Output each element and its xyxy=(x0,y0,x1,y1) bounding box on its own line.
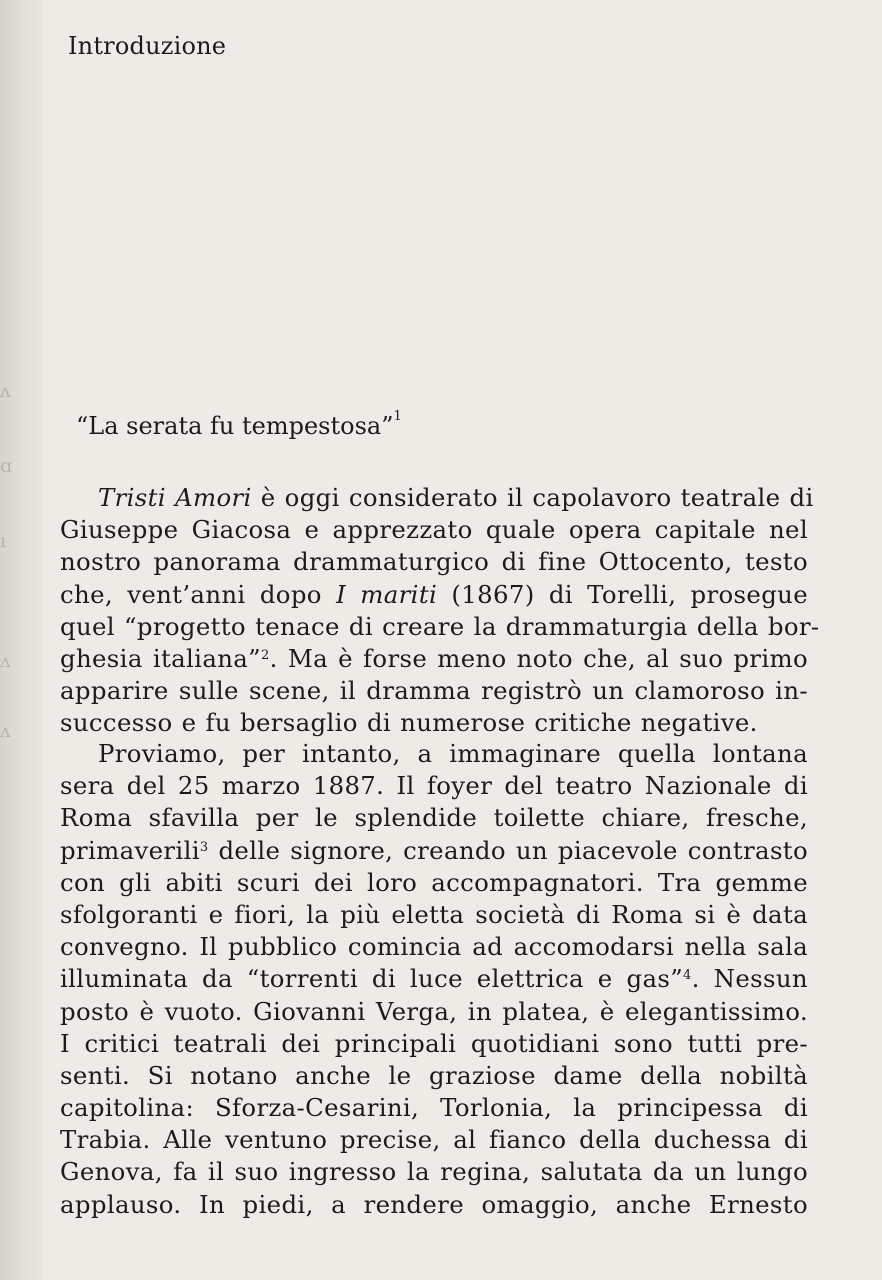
section-heading-text: “La serata fu tempestosa” xyxy=(76,412,394,440)
text-line: quel “progetto tenace di creare la drammaturgia della bor- xyxy=(60,611,820,641)
gutter-fragment-mark: ʌ xyxy=(0,720,10,742)
text-line: Proviamo, per intanto, a immaginare quella lontana xyxy=(98,739,808,768)
running-header: Introduzione xyxy=(68,32,227,60)
gutter-fragment-mark: ʌ xyxy=(0,650,10,672)
text-line: posto è vuoto. Giovanni Verga, in platea, è elegantissimo. xyxy=(60,996,808,1026)
text-line: senti. Si notano anche le graziose dame della nobiltà xyxy=(60,1060,808,1090)
text-line: Genova, fa il suo ingresso la regina, salutata da un lungo xyxy=(60,1157,808,1187)
text-line: capitolina: Sforza-Cesarini, Torlonia, la principessa di xyxy=(60,1093,808,1123)
text-line: ghesia italiana”$^2$. Ma è forse meno noto che, al suo primo xyxy=(60,643,808,673)
text-line: Trabia. Alle ventuno precise, al fianco della duchessa di xyxy=(60,1125,808,1155)
text-line: sera del 25 marzo 1887. Il foyer del teatro Nazionale di xyxy=(60,771,808,801)
text-line: sfolgoranti e fiori, la più eletta società di Roma si è data xyxy=(60,899,808,929)
text-line: primaverili$^3$ delle signore, creando un piacevole contrasto xyxy=(60,835,808,865)
text-line: illuminata da “torrenti di luce elettrica e gas”$^4$. Nessun xyxy=(60,964,808,994)
text-line: nostro panorama drammaturgico di fine Ottocento, testo xyxy=(60,547,808,577)
text-line: successo e fu bersaglio di numerose critiche negative. xyxy=(60,708,758,738)
work-title: I mariti xyxy=(336,579,438,609)
text-line: che, vent’anni dopo I mariti (1867) di Torelli, prosegue xyxy=(60,579,808,609)
section-heading xyxy=(76,409,402,440)
footnote-ref: 1 xyxy=(393,409,402,424)
footnote-ref: 3 xyxy=(199,839,209,855)
paragraph-2 xyxy=(60,738,808,1221)
footnote-ref: 2 xyxy=(260,647,270,663)
gutter-fragment-mark: ı xyxy=(0,530,6,552)
footnote-ref: 4 xyxy=(683,968,692,984)
text-line: Giuseppe Giacosa e apprezzato quale opera capitale nel xyxy=(60,515,808,545)
work-title: Tristi Amori xyxy=(98,483,252,512)
paragraph-1 xyxy=(60,482,820,740)
text-line: Roma sfavilla per le splendide toilette chiare, fresche, xyxy=(60,803,808,833)
gutter-fragment-mark: ʌ xyxy=(0,380,10,402)
text-line: I critici teatrali dei principali quotidiani sono tutti pre- xyxy=(60,1028,808,1058)
text-line: applauso. In piedi, a rendere omaggio, anche Ernesto xyxy=(60,1189,808,1219)
book-gutter xyxy=(0,0,42,1280)
text-line: convegno. Il pubblico comincia ad accomodarsi nella sala xyxy=(60,932,808,962)
gutter-fragment-mark: ɑ xyxy=(0,455,12,477)
text-line: con gli abiti scuri dei loro accompagnatori. Tra gemme xyxy=(60,867,808,897)
text-line: Tristi Amori è oggi considerato il capolavoro teatrale di xyxy=(98,483,814,512)
text-line: apparire sulle scene, il dramma registrò un clamoroso in- xyxy=(60,676,808,706)
